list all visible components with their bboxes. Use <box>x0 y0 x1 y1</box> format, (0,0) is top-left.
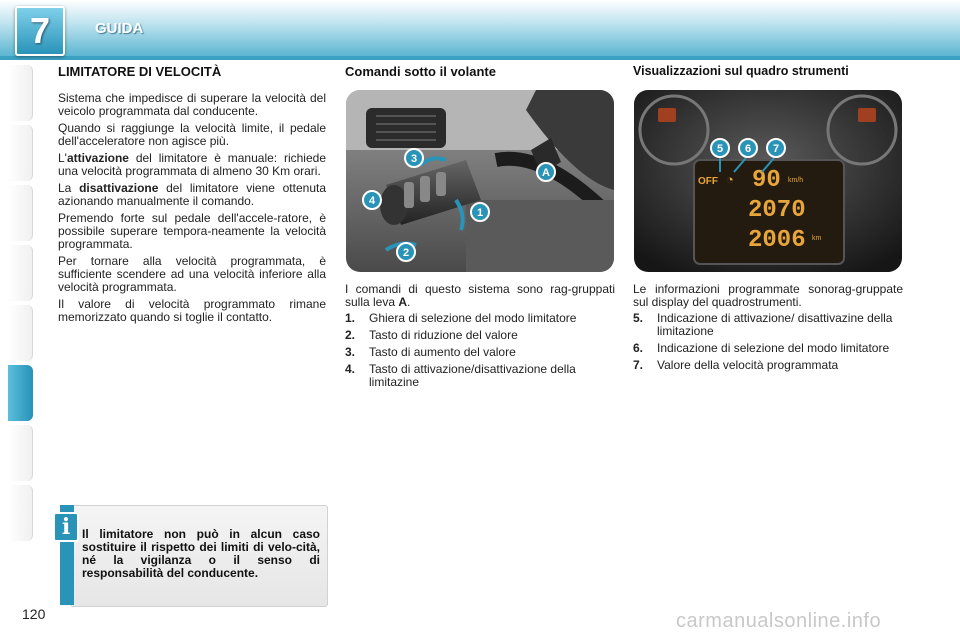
watermark: carmanualsonline.info <box>676 610 882 632</box>
svg-text:A: A <box>542 167 550 179</box>
callout-5 <box>711 139 729 157</box>
list-item: 2. Tasto di riduzione del valore <box>345 328 518 342</box>
list-item: 3. Tasto di aumento del valore <box>345 345 516 359</box>
paragraph: Per tornare alla velocità programmata, è sufficiente scendere ad una velocità inferiore alla velocità programmata. <box>58 254 326 294</box>
steering-lever-illustration <box>346 90 614 272</box>
svg-text:OFF: OFF <box>698 176 718 187</box>
svg-text:2070: 2070 <box>748 197 806 224</box>
paragraph-deactivation: La disattivazione del limitatore viene ottenuta azionando manualmente il comando. <box>58 181 326 208</box>
svg-text:2: 2 <box>402 247 410 259</box>
section-title-visualizzazioni: Visualizzazioni sul quadro strumenti <box>633 64 849 78</box>
svg-text:3: 3 <box>410 153 418 165</box>
chapter-number-badge: 7 <box>15 6 65 56</box>
chapter-tab[interactable] <box>8 485 33 541</box>
svg-text:90: 90 <box>752 167 781 194</box>
info-box-text: Il limitatore non può in alcun caso sostituire il rispetto dei limiti di velo-cità, né la vigilanza o il senso di responsabilità del conducente. <box>82 527 320 580</box>
chapter-title: GUIDA <box>95 20 144 37</box>
svg-text:km/h: km/h <box>788 177 804 184</box>
paragraph: Il valore di velocità programmato rimane memorizzato quando si toglie il contatto. <box>58 297 326 324</box>
section-title-comandi: Comandi sotto il volante <box>345 64 496 79</box>
paragraph: Premendo forte sul pedale dell'accele-ratore, è possibile superare tempora-neamente la velocità programmata. <box>58 211 326 251</box>
chapter-tab-active[interactable] <box>8 365 33 421</box>
instrument-cluster-photo <box>634 90 902 272</box>
svg-text:2006: 2006 <box>748 227 806 254</box>
limitatore-description <box>58 92 326 328</box>
callout-4 <box>363 191 381 209</box>
chapter-tab[interactable] <box>8 185 33 241</box>
svg-text:km: km <box>812 235 822 242</box>
list-item: 7. Valore della velocità programmata <box>633 358 839 372</box>
svg-text:5: 5 <box>716 143 724 155</box>
page-number: 120 <box>22 606 46 622</box>
header-divider <box>0 56 960 60</box>
list-item: 5. Indicazione di attivazione/ disattivazine della limitazione <box>633 311 893 338</box>
chapter-header <box>0 0 960 58</box>
chapter-tab[interactable] <box>8 305 33 361</box>
svg-text:4: 4 <box>368 195 376 207</box>
svg-text:1: 1 <box>476 207 484 219</box>
list-item: 6. Indicazione di selezione del modo limitatore <box>633 341 890 355</box>
chapter-tab[interactable] <box>8 245 33 301</box>
info-icon: i <box>53 512 79 542</box>
chapter-tabs <box>8 65 36 575</box>
visualizzazioni-list <box>633 312 903 376</box>
callout-3 <box>405 149 423 167</box>
paragraph-activation: L'attivazione del limitatore è manuale: richiede una velocità programmata di almeno 30 Km orari. <box>58 151 326 178</box>
svg-text:◔: ◔ <box>726 173 734 188</box>
section-title-limitatore: LIMITATORE DI VELOCITÀ <box>58 64 222 79</box>
chapter-tab[interactable] <box>8 125 33 181</box>
callout-6 <box>739 139 757 157</box>
svg-text:6: 6 <box>744 143 752 155</box>
callout-7 <box>767 139 785 157</box>
list-item: 1. Ghiera di selezione del modo limitatore <box>345 311 577 325</box>
paragraph: Quando si raggiunge la velocità limite, il pedale dell'acceleratore non agisce più. <box>58 121 326 148</box>
visualizzazioni-intro: Le informazioni programmate sonorag-gruppate sul display del quadrostrumenti. <box>633 282 903 309</box>
instrument-cluster-illustration <box>634 90 902 272</box>
steering-lever-photo <box>346 90 614 272</box>
list-item: 4. Tasto di attivazione/disattivazione della limitazine <box>345 362 576 389</box>
callout-A <box>537 163 555 181</box>
chapter-tab[interactable] <box>8 65 33 121</box>
comandi-list <box>345 312 615 393</box>
svg-text:7: 7 <box>772 143 780 155</box>
comandi-intro: I comandi di questo sistema sono rag-gruppati sulla leva A. <box>345 282 615 309</box>
chapter-tab[interactable] <box>8 425 33 481</box>
paragraph: Sistema che impedisce di superare la velocità del veicolo programmata dal conducente. <box>58 91 326 118</box>
callout-1 <box>471 203 489 221</box>
callout-2 <box>397 243 415 261</box>
